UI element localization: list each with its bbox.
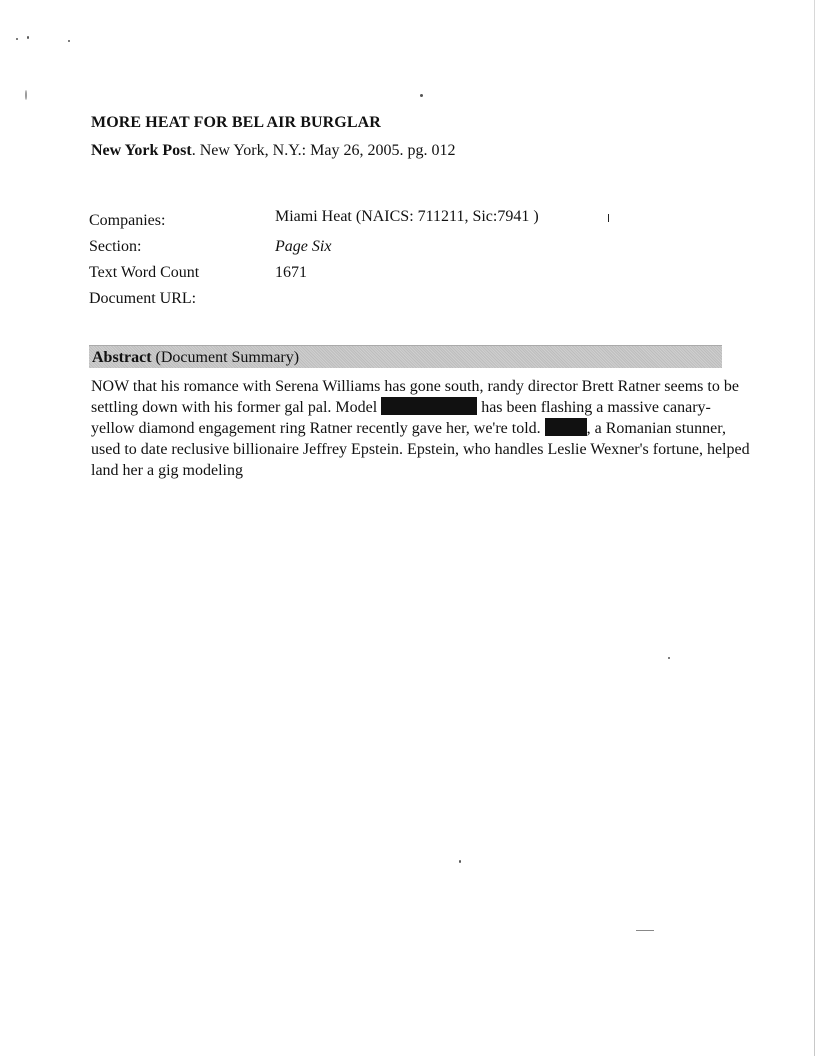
redaction-box <box>381 397 477 415</box>
abstract-text-part: has been flashing a massive canary-yellow diamond engagement ring Ratner recently gave her, we're told. <box>91 399 711 437</box>
abstract-heading <box>92 350 299 366</box>
metadata-row-word-count <box>89 263 689 289</box>
scan-speck <box>27 36 29 39</box>
metadata-value: Page Six <box>275 238 332 255</box>
metadata-value <box>275 289 689 315</box>
scan-speck <box>636 930 654 931</box>
scan-speck <box>459 860 461 863</box>
article-title: MORE HEAT FOR BEL AIR BURGLAR <box>91 114 381 131</box>
metadata-label: Companies: <box>89 212 166 229</box>
metadata-row-document-url <box>89 289 689 315</box>
redaction-box <box>545 418 587 436</box>
scan-speck <box>16 38 18 40</box>
metadata-value: 1671 <box>275 264 307 281</box>
metadata-label: Document URL: <box>89 290 197 307</box>
abstract-heading-bold: Abstract <box>92 349 152 366</box>
page-edge <box>814 0 815 1056</box>
abstract-heading-rest: (Document Summary) <box>151 349 300 366</box>
publication-line <box>91 142 455 160</box>
abstract-text-part: , a Romanian stunner, used to date reclusive billionaire Jeffrey Epstein. Epstein, who handles Leslie Wexner's fortune, helped land her a gig modeling <box>91 420 750 479</box>
abstract-text <box>91 376 751 481</box>
scan-speck <box>420 94 423 97</box>
metadata-label: Text Word Count <box>89 264 200 281</box>
metadata-row-section <box>89 237 689 263</box>
scan-speck <box>668 657 670 659</box>
publication-name: New York Post <box>91 142 192 159</box>
metadata-table <box>89 208 689 315</box>
scan-speck <box>25 90 27 100</box>
metadata-row-companies <box>89 208 689 237</box>
publication-details: . New York, N.Y.: May 26, 2005. pg. 012 <box>191 142 456 159</box>
metadata-value: Miami Heat (NAICS: 711211, Sic:7941 ) <box>275 208 539 225</box>
abstract-text-part: NOW that his romance with Serena Williams has gone south, randy director Brett Ratner seems to be settling down with his former gal pal. Model <box>91 378 739 416</box>
abstract-header-bar <box>89 345 722 368</box>
scan-speck <box>68 40 70 42</box>
metadata-label: Section: <box>89 238 142 255</box>
